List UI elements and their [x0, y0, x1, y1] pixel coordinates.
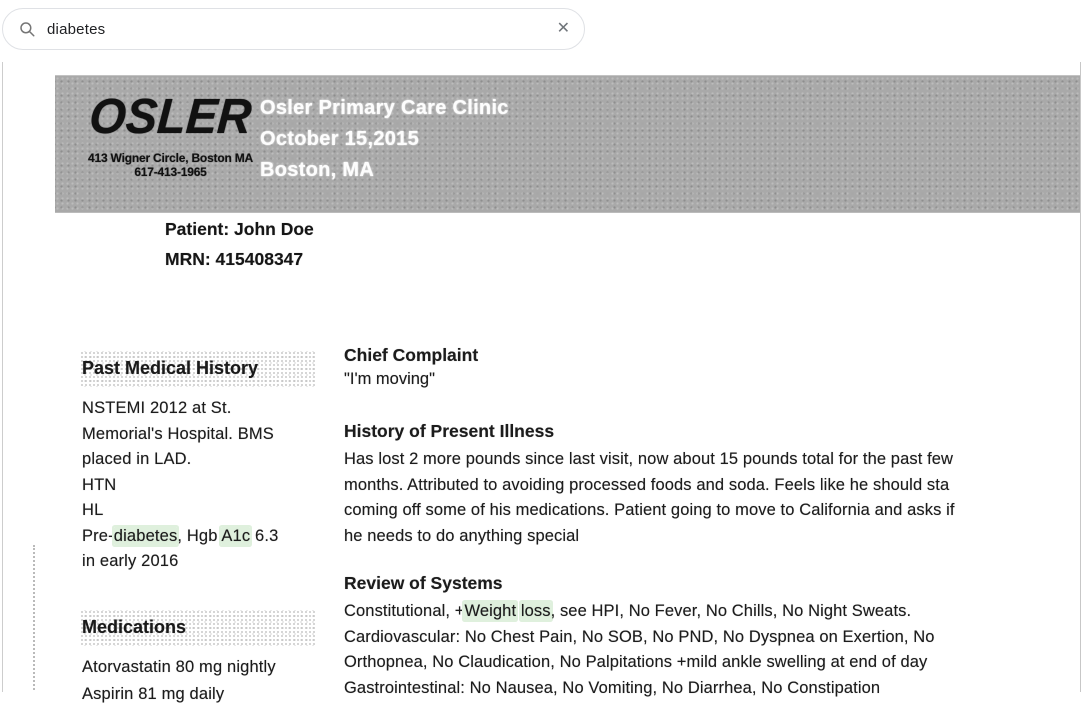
review-of-systems-body	[344, 599, 1089, 701]
text-segment: he needs to do anything special	[344, 526, 580, 545]
text-segment: Atorvastatin 80 mg nightly	[82, 658, 276, 676]
search-bar[interactable]	[2, 8, 585, 50]
patient-info	[165, 214, 314, 274]
text-segment: Orthopnea, No Claudication, No Palpitations +mild ankle swelling at end of day	[344, 653, 928, 671]
text-segment: months. Attributed to avoiding processed foods and soda. Feels like he should sta	[344, 475, 950, 494]
visit-date-line: October 15,2015	[260, 128, 420, 150]
text-line	[82, 654, 332, 681]
text-segment: HTN	[82, 475, 117, 494]
text-line	[344, 473, 1089, 499]
text-segment: coming off some of his medications. Patient going to move to California and asks if	[344, 501, 955, 519]
scan-artifact-line	[33, 545, 35, 690]
text-segment: Aspirin 81 mg daily	[82, 685, 225, 703]
clinic-logo-text: OSLER	[87, 87, 254, 144]
text-line	[344, 498, 1089, 524]
text-segment: Memorial's Hospital. BMS	[82, 424, 274, 443]
text-segment: , Hgb	[177, 526, 222, 545]
patient-name: Patient: John Doe	[165, 219, 314, 239]
clear-search-icon[interactable]: ✕	[556, 20, 570, 37]
clinic-logo	[63, 87, 278, 179]
text-segment: Pre-	[82, 526, 114, 545]
search-highlight: A1c	[221, 526, 251, 545]
text-line	[82, 681, 332, 708]
search-icon	[18, 20, 36, 38]
search-input[interactable]: diabetes	[47, 20, 106, 38]
text-line	[344, 524, 1089, 550]
text-line	[344, 447, 1089, 473]
hpi-body	[344, 447, 1089, 549]
clinic-phone: 617-413-1965	[134, 164, 207, 179]
text-segment: NSTEMI 2012 at St.	[82, 399, 232, 417]
text-segment: Gastrointestinal: No Nausea, No Vomiting, No Diarrhea, No Constipation	[344, 678, 881, 697]
text-line	[344, 599, 1089, 625]
medications-body	[82, 654, 332, 708]
search-highlight: diabetes	[113, 526, 178, 545]
chief-complaint-text: "I'm moving"	[344, 370, 435, 388]
text-line	[82, 396, 332, 422]
note-body-column	[344, 62, 1080, 697]
text-segment: Has lost 2 more pounds since last visit, now about 15 pounds total for the past few	[344, 450, 954, 468]
text-line	[82, 498, 332, 524]
text-line	[82, 422, 332, 448]
clinic-location-line: Boston, MA	[260, 159, 375, 181]
text-segment: in early 2016	[82, 552, 179, 570]
medications-title: Medications	[80, 610, 317, 646]
text-line	[82, 473, 332, 499]
text-segment: Cardiovascular: No Chest Pain, No SOB, No PND, No Dyspnea on Exertion, No	[344, 627, 935, 646]
text-line	[344, 625, 1089, 651]
text-line	[344, 650, 1089, 676]
text-line	[344, 676, 1089, 702]
text-line	[82, 524, 332, 550]
text-segment: Constitutional, +	[344, 602, 465, 620]
search-highlight: loss	[520, 602, 551, 620]
clinic-address: 413 Wigner Circle, Boston MA	[88, 150, 253, 165]
patient-mrn: MRN: 415408347	[165, 249, 304, 269]
clinic-name-line: Osler Primary Care Clinic	[260, 97, 509, 119]
text-segment: placed in LAD.	[82, 450, 192, 468]
past-medical-history-title: Past Medical History	[80, 351, 317, 387]
hpi-title: History of Present Illness	[344, 421, 555, 441]
text-line	[82, 549, 332, 575]
chief-complaint-title: Chief Complaint	[344, 345, 479, 365]
past-medical-history-body	[82, 396, 332, 575]
review-of-systems-title: Review of Systems	[344, 573, 503, 593]
document-page	[0, 62, 1092, 703]
text-line	[82, 447, 332, 473]
page-right-edge	[1080, 62, 1081, 692]
search-highlight: Weight	[464, 602, 517, 620]
text-segment: 6.3	[250, 526, 279, 545]
page-left-edge	[2, 62, 3, 692]
text-segment: HL	[82, 501, 104, 519]
text-segment: , see HPI, No Fever, No Chills, No Night Sweats.	[550, 602, 912, 620]
